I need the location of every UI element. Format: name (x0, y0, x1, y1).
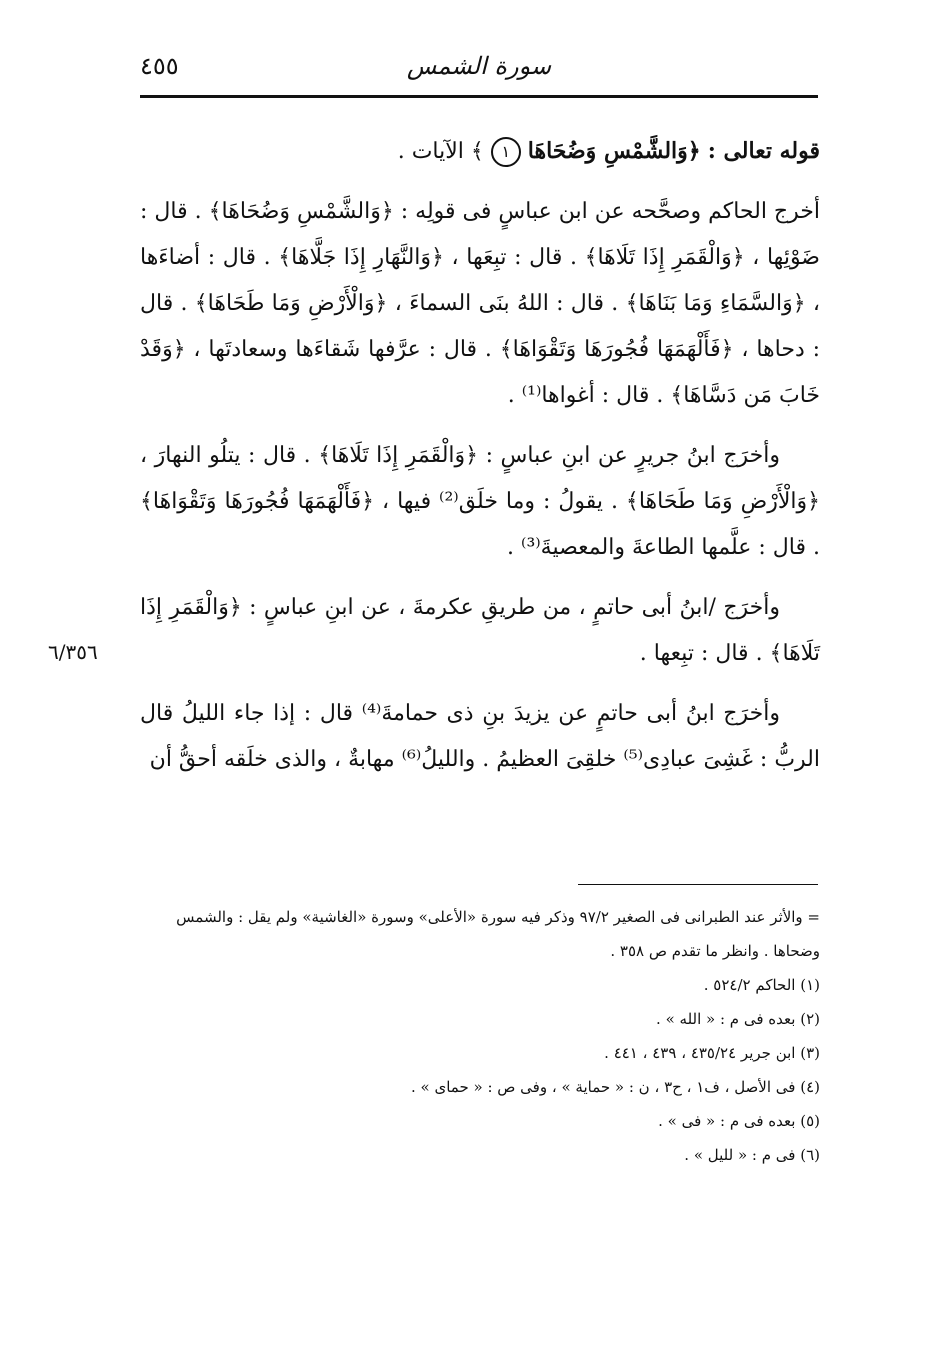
paragraph-2: وأخرَج ابنُ جريرٍ عن ابنِ عباسٍ : ﴿وَالْقَمَرِ إِذَا تَلَاهَا﴾ . قال : يتلُو النهارَ ، ﴿وَالْأَرْضِ وَمَا طَحَاهَا﴾ . يقولُ : وما خلَق⁽²⁾ فيها ، ﴿فَأَلْهَمَهَا فُجُورَهَا وَتَقْوَاهَا﴾ . قال : علَّمها الطاعةَ والمعصيةَ⁽³⁾ . (140, 443, 820, 560)
ayah-number-mark: ١ (491, 137, 521, 167)
margin-reference: ٦/٣٥٦ (48, 640, 98, 664)
header-rule (140, 95, 818, 98)
footnote-4: (٤) فى الأصل ، ف١ ، ح٣ ، ن : « حماية » ، وفى ص : « حماى » . (411, 1078, 820, 1096)
footnote-5: (٥) بعده فى م : « فى » . (658, 1112, 820, 1130)
intro-line (140, 128, 820, 175)
footnote-3: (٣) ابن جرير ٤٣٥/٢٤ ، ٤٣٩ ، ٤٤١ . (604, 1044, 820, 1062)
paragraph-4: وأخرَج ابنُ أبى حاتمٍ عن يزيدَ بنِ ذى حمامةَ⁽⁴⁾ قال : إذا جاء الليلُ قال الربُّ : غَشِىَ عبادِى⁽⁵⁾ خلقِىَ العظيمُ . والليلُ⁽⁶⁾ مهابةٌ ، والذى خلَقه أحقُّ أن (140, 701, 820, 772)
footnotes (140, 900, 820, 1172)
footnote-1: (١) الحاكم ٥٢٤/٢ . (703, 976, 820, 994)
page-header (140, 40, 818, 95)
main-text (140, 128, 820, 797)
intro-lead: قوله تعالى : (707, 138, 820, 164)
paragraph-1: أخرج الحاكم وصحَّحه عن ابن عباسٍ فى قولِه : ﴿وَالشَّمْسِ وَضُحَاهَا﴾ . قال : ضَوْئِها ، ﴿وَالْقَمَرِ إِذَا تَلَاهَا﴾ . قال : تبِعَها ، ﴿وَالنَّهَارِ إِذَا جَلَّاهَا﴾ . قال : أضاءَها ، ﴿وَالسَّمَاءِ وَمَا بَنَاهَا﴾ . قال : اللهُ بنَى السماءَ ، ﴿وَالْأَرْضِ وَمَا طَحَاهَا﴾ . قال : دحاها ، ﴿فَأَلْهَمَهَا فُجُورَهَا وَتَقْوَاهَا﴾ . قال : عرَّفها شَقاءَها وسعادتَها ، ﴿وَقَدْ خَابَ مَن دَسَّاهَا﴾ . قال : أغواها⁽¹⁾ . (140, 199, 820, 408)
footnote-continuation: = والأثر عند الطبرانى فى الصغير ٩٧/٢ وذكر فيه سورة «الأعلى» وسورة «الغاشية» ولم يقل : والشمس وضحاها . وانظر ما تقدم ص ٣٥٨ . (176, 908, 820, 960)
footnote-rule (578, 884, 818, 885)
page-number: ٤٥٥ (140, 52, 179, 80)
paragraph-3: وأخرَج /ابنُ أبى حاتمٍ ، من طريقِ عكرمةَ ، عن ابنِ عباسٍ : ﴿وَالْقَمَرِ إِذَا تَلَاهَا﴾ . قال : تبِعها . (140, 595, 820, 666)
running-title: سورة الشمس (406, 52, 552, 80)
intro-verse: ﴿وَالشَّمْسِ وَضُحَاهَا (527, 138, 701, 164)
footnote-6: (٦) فى م : « لليل » . (684, 1146, 820, 1164)
intro-tail: ﴾ الآيات . (397, 139, 484, 164)
footnote-2: (٢) بعده فى م : « الله » . (656, 1010, 820, 1028)
